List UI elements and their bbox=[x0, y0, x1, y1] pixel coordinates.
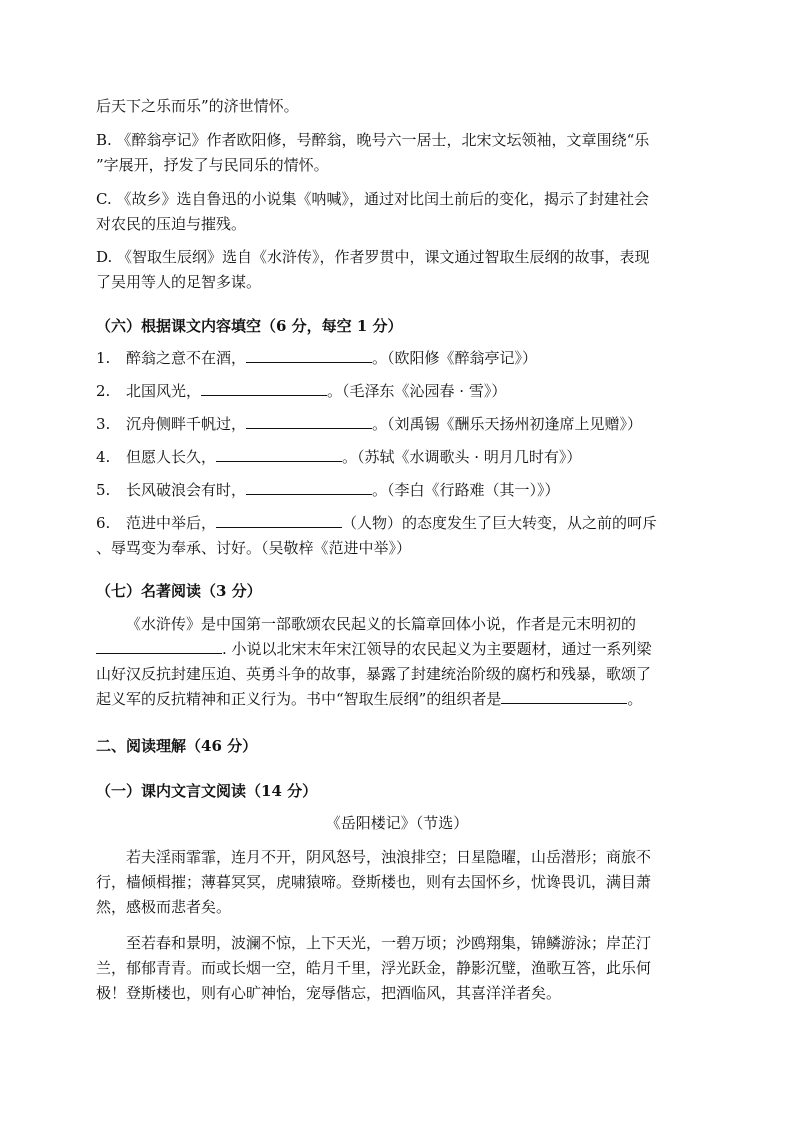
passage-p2-line1: 至若春和景明，波澜不惊，上下天光，一碧万顷；沙鸥翔集，锦鳞游泳；岸芷汀 bbox=[126, 934, 652, 952]
fill-item-number: 5. bbox=[96, 481, 111, 499]
passage-p2-line3: 极！登斯楼也，则有心旷神怡，宠辱偕忘，把酒临风，其喜洋洋者矣。 bbox=[96, 984, 562, 1002]
section6-heading: （六）根据课文内容填空（6 分，每空 1 分） bbox=[96, 317, 403, 335]
fill-item-number: 1. bbox=[96, 349, 111, 367]
answer-blank[interactable] bbox=[501, 689, 627, 704]
section7-line3: 山好汉反抗封建压迫、英勇斗争的故事，暴露了封建统治阶级的腐朽和残暴，歌颂了 bbox=[96, 665, 652, 683]
answer-blank[interactable] bbox=[96, 639, 222, 654]
fill-item-5: 5. 长风破浪会有时， 。（李白《行路难（其一）》） bbox=[96, 481, 560, 499]
section7-heading: （七）名著阅读（3 分） bbox=[96, 582, 262, 600]
section7-line2: . 小说以北宋末年宋江领导的农民起义为主要题材，通过一系列梁 bbox=[96, 639, 652, 659]
option-a-tail: 后天下之乐而乐”的济世情怀。 bbox=[96, 97, 299, 115]
fill-item-number: 2. bbox=[96, 382, 111, 400]
fill-item-number: 6. bbox=[96, 514, 111, 532]
option-b-line2: ”字展开，抒发了与民同乐的情怀。 bbox=[96, 156, 329, 174]
passage-p1-line1: 若夫淫雨霏霏，连月不开，阴风怒号，浊浪排空；日星隐曜，山岳潜形；商旅不 bbox=[126, 848, 652, 866]
fill-item-4: 4. 但愿人长久， 。（苏轼《水调歌头 · 明月几时有》） bbox=[96, 448, 582, 466]
fill-item-6: 6. 范进中举后， （人物）的态度发生了巨大转变，从之前的呵斥 bbox=[96, 514, 658, 532]
section7-line1: 《水浒传》是中国第一部歌颂农民起义的长篇章回体小说，作者是元末明初的 bbox=[126, 615, 637, 633]
fill-item-2: 2. 北国风光， 。（毛泽东《沁园春 · 雪》） bbox=[96, 382, 507, 400]
answer-blank[interactable] bbox=[246, 480, 372, 495]
passage-p1-line2: 行，樯倾楫摧；薄暮冥冥，虎啸猿啼。登斯楼也，则有去国怀乡，忧谗畏讥，满目萧 bbox=[96, 873, 652, 891]
fill-item-1: 1. 醉翁之意不在酒， 。（欧阳修《醉翁亭记》） bbox=[96, 349, 538, 367]
answer-blank[interactable] bbox=[216, 447, 342, 462]
answer-blank[interactable] bbox=[201, 381, 327, 396]
option-b-line1: B. 《醉翁亭记》作者欧阳修，号醉翁，晚号六一居士，北宋文坛领袖，文章围绕“乐 bbox=[96, 131, 650, 149]
answer-blank[interactable] bbox=[246, 348, 372, 363]
passage-title: 《岳阳楼记》（节选） bbox=[325, 814, 469, 832]
fill-item-3: 3. 沉舟侧畔千帆过， 。（刘禹锡《酬乐天扬州初逢席上见赠》） bbox=[96, 415, 643, 433]
passage-p1-line3: 然，感极而悲者矣。 bbox=[96, 898, 232, 916]
part2-heading: 二、阅读理解（46 分） bbox=[96, 737, 258, 755]
answer-blank[interactable] bbox=[216, 513, 342, 528]
fill-item-number: 4. bbox=[96, 448, 111, 466]
passage-p2-line2: 兰，郁郁青青。而或长烟一空，皓月千里，浮光跃金，静影沉璧，渔歌互答，此乐何 bbox=[96, 959, 652, 977]
option-d-line1: D. 《智取生辰纲》选自《水浒传》，作者罗贯中，课文通过智取生辰纲的故事，表现 bbox=[96, 248, 650, 266]
option-c-line1: C. 《故乡》选自鲁迅的小说集《呐喊》，通过对比闰土前后的变化，揭示了封建社会 bbox=[96, 190, 649, 208]
part2-sub-heading: （一）课内文言文阅读（14 分） bbox=[96, 782, 318, 800]
option-d-line2: 了吴用等人的足智多谋。 bbox=[96, 273, 262, 291]
fill-item-number: 3. bbox=[96, 415, 111, 433]
fill-item-6-line2: 、辱骂变为奉承、讨好。（吴敬梓《范进中举》） bbox=[96, 539, 412, 557]
section7-line4: 起义军的反抗精神和正义行为。书中“智取生辰纲”的组织者是 。 bbox=[96, 690, 643, 708]
option-c-line2: 对农民的压迫与摧残。 bbox=[96, 215, 247, 233]
answer-blank[interactable] bbox=[246, 414, 372, 429]
